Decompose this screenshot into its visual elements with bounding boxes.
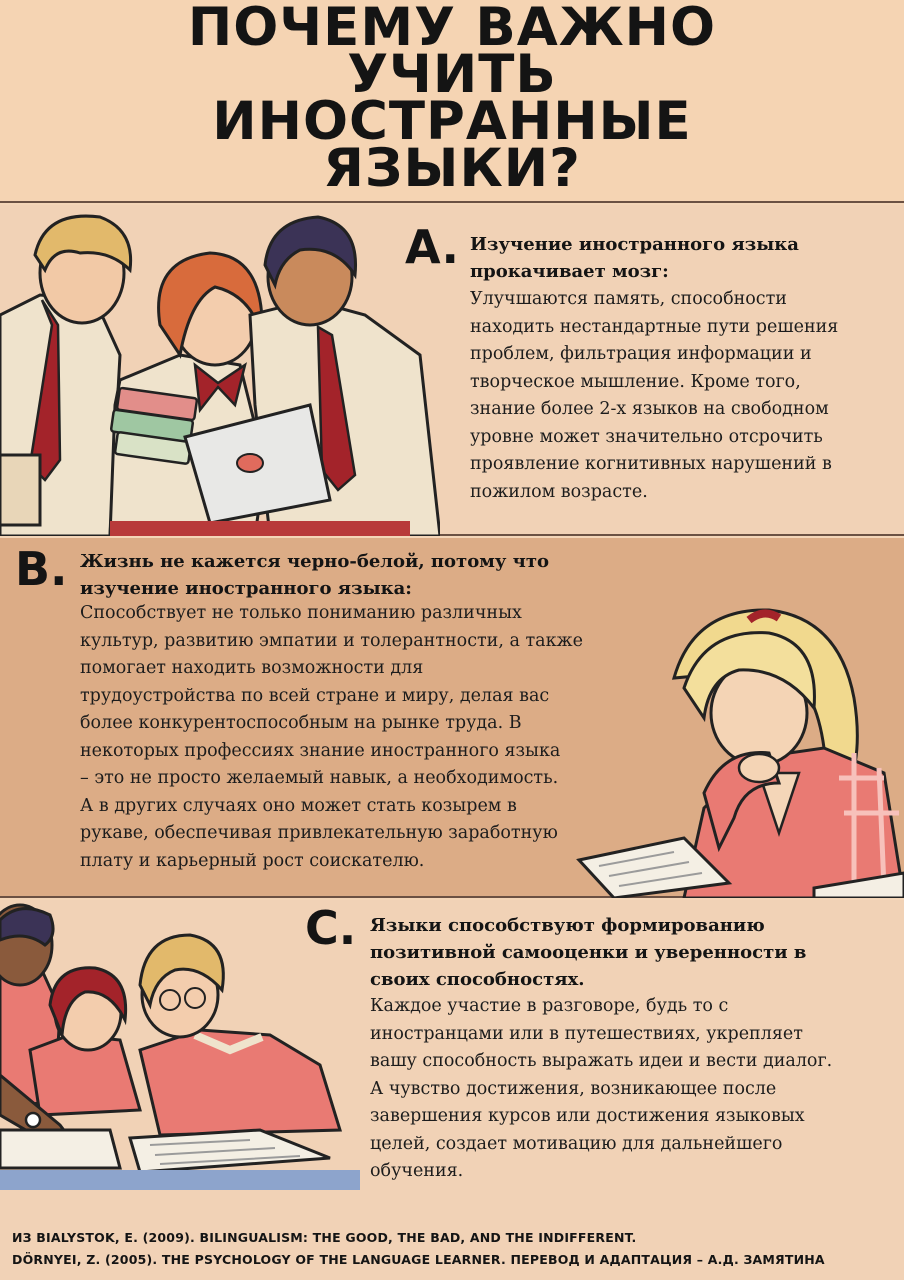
section-a-heading: Изучение иностранного языка прокачивает мозг: [470,234,799,282]
section-a-body: Улучшаются память, способности находить нестандартные пути решения проблем, фильтрация информации и творческое мышление. Кроме того, знание более 2-х языков на свободном уровне может значительно отсрочить проявление когнитивных нарушений в пожилом возрасте. [470,289,839,502]
section-b-heading: Жизнь не кажется черно-белой, потому что изучение иностранного языка: [80,551,549,599]
section-c-heading: Языки способствуют формированию позитивной самооценки и уверенности в своих способностях. [370,915,807,990]
header [0,0,904,203]
students-laptop-illustration [0,205,440,536]
section-b-body: Способствует не только пониманию различных культур, развитию эмпатии и толерантности, а также помогает находить возможности для трудоустройства по всей стране и миру, делая вас более конкурентоспособным на рынке труда. В некоторых профессиях знание иностранного языка – это не просто желаемый навык, а необходимость. А в других случаях оно может стать козырем в рукаве, обеспечивая привлекательную заработную плату и карьерный рост соискателю. [80,603,583,871]
section-c-body: Каждое участие в разговоре, будь то с иностранцами или в путешествиях, укрепляет вашу способность выражать идеи и вести диалог. А чувство достижения, возникающее после завершения курсов или достижения языковых целей, создает мотивацию для дальнейшего обучения. [370,996,833,1181]
reference-line-2: DÖRNYEI, Z. (2005). THE PSYCHOLOGY OF THE LANGUAGE LEARNER. ПЕРЕВОД И АДАПТАЦИЯ – А.Д. ЗАМЯТИНА [12,1252,825,1267]
girl-reading-illustration [554,598,904,898]
page-title [0,0,904,199]
section-c [0,900,904,1220]
section-b [0,538,904,898]
title-line-3: ИНОСТРАННЫЕ [212,91,692,152]
section-b-letter: B. [15,542,68,596]
title-line-2: УЧИТЬ [347,44,557,105]
section-a-letter: A. [405,220,459,274]
reference-line-1: ИЗ BIALYSTOK, E. (2009). BILINGUALISM: THE GOOD, THE BAD, AND THE INDIFFERENT. [12,1230,637,1245]
title-line-1: ПОЧЕМУ ВАЖНО [187,0,717,58]
section-a [0,205,904,536]
section-c-letter: C. [305,901,357,955]
references [0,1220,904,1280]
title-line-4: ЯЗЫКИ? [323,138,581,199]
